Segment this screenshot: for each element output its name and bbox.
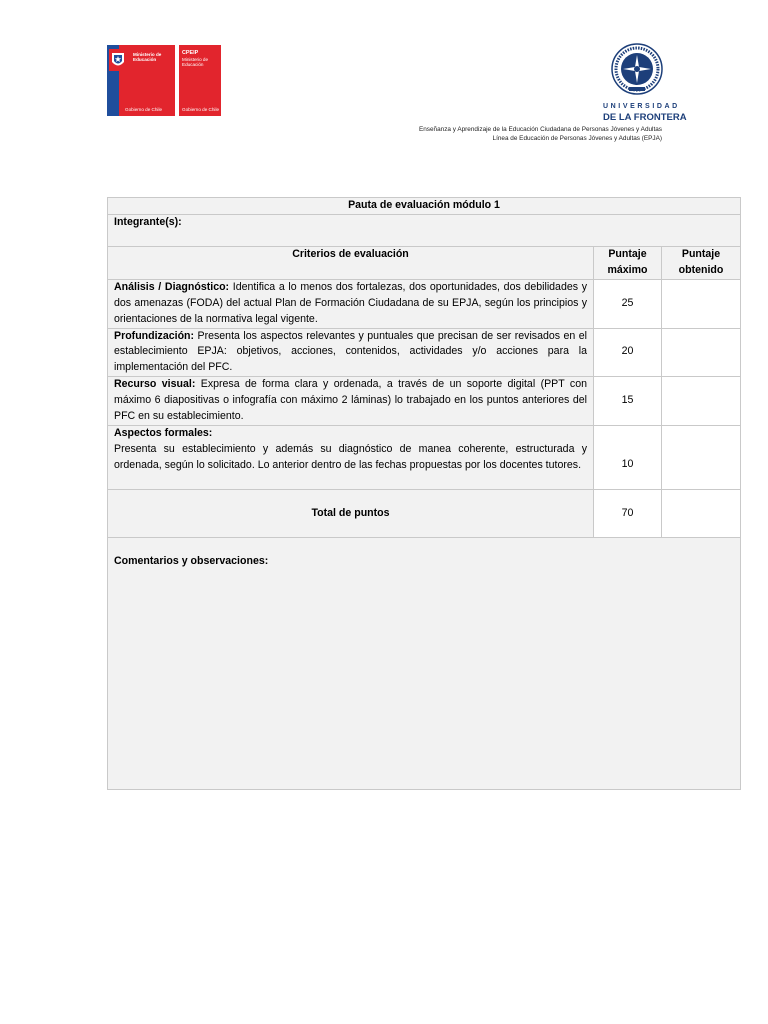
header-subtitle-line1: Enseñanza y Aprendizaje de la Educación Ciudadana de Personas Jóvenes y Adultas xyxy=(418,126,662,133)
comments-label[interactable]: Comentarios y observaciones: xyxy=(108,537,741,789)
criterion-cell xyxy=(108,377,594,426)
logo-cpeip-panel xyxy=(179,45,221,116)
cpeip-title: CPEIP xyxy=(182,50,199,56)
criteria-header: Criterios de evaluación xyxy=(108,247,594,280)
chile-coat-of-arms-icon xyxy=(109,49,127,71)
max-score-header: Puntaje máximo xyxy=(594,247,662,280)
table-title-row xyxy=(108,198,741,215)
mineduc-logo xyxy=(107,45,221,116)
table-row xyxy=(108,279,741,328)
table-title: Pauta de evaluación módulo 1 xyxy=(108,198,741,215)
logo-ministry-panel xyxy=(119,45,175,116)
criterion-label: Aspectos formales: xyxy=(114,426,213,439)
header-row xyxy=(108,247,741,280)
members-label: Integrante(s): xyxy=(108,215,741,247)
obtained-score-cell[interactable] xyxy=(662,279,741,328)
obtained-score-cell[interactable] xyxy=(662,377,741,426)
government-label: Gobierno de Chile xyxy=(125,107,163,112)
total-label: Total de puntos xyxy=(108,489,594,537)
max-score-cell: 20 xyxy=(594,328,662,377)
criterion-label: Recurso visual: xyxy=(114,378,196,391)
ministry-name-line2: Educación xyxy=(133,57,157,62)
evaluation-table xyxy=(107,197,741,790)
criterion-label: Profundización: xyxy=(114,329,195,342)
cpeip-line1: Ministerio de xyxy=(182,57,209,62)
obtained-score-cell[interactable] xyxy=(662,425,741,489)
criterion-text: Presenta su establecimiento y además su diagnóstico de manea coherente, estructurada y ordenada, según lo solicitado. Lo anterior dentro de las fechas propuestas por los docentes tutores. xyxy=(114,442,587,471)
max-score-cell: 15 xyxy=(594,377,662,426)
criterion-cell xyxy=(108,279,594,328)
university-seal-icon xyxy=(611,43,663,95)
members-row xyxy=(108,215,741,247)
criterion-cell xyxy=(108,425,594,489)
table-row xyxy=(108,377,741,426)
criterion-label: Análisis / Diagnóstico: xyxy=(114,280,230,293)
max-score-cell: 25 xyxy=(594,279,662,328)
header-subtitle-line2: Línea de Educación de Personas Jóvenes y Adultas (EPJA) xyxy=(492,135,662,142)
obtained-score-cell[interactable] xyxy=(662,328,741,377)
table-row xyxy=(108,328,741,377)
total-row xyxy=(108,489,741,537)
criterion-cell xyxy=(108,328,594,377)
comments-row xyxy=(108,537,741,789)
criterion-text: Presenta los aspectos relevantes y puntuales que precisan de ser revisados en el establecimiento EPJA: objetivos, acciones, contenidos, actividades y/o acciones para la implementación del PFC. xyxy=(114,329,587,374)
ministry-name-line1: Ministerio de xyxy=(133,52,162,57)
total-value: 70 xyxy=(594,489,662,537)
criterion-text: Identifica a lo menos dos fortalezas, dos oportunidades, dos debilidades y dos amenazas (FODA) del actual Plan de Formación Ciudadana de su EPJA, según los principios y orientaciones de la normativa legal vigente. xyxy=(114,280,588,325)
cpeip-government-label: Gobierno de Chile xyxy=(182,107,220,112)
criterion-text: Expresa de forma clara y ordenada, a través de un soporte digital (PPT con máximo 6 diapositivas o infografía con máximo 2 láminas) lo trabajado en los puntos anteriores del PFC en su establecimiento. xyxy=(114,378,587,423)
university-logo xyxy=(603,43,687,123)
university-line1: UNIVERSIDAD xyxy=(603,103,680,110)
cpeip-line2: Educación xyxy=(182,62,204,67)
obtained-score-header: Puntaje obtenido xyxy=(662,247,741,280)
max-score-cell: 10 xyxy=(594,425,662,489)
university-line2: DE LA FRONTERA xyxy=(603,112,687,123)
total-obtained-cell[interactable] xyxy=(662,489,741,537)
table-row xyxy=(108,425,741,489)
